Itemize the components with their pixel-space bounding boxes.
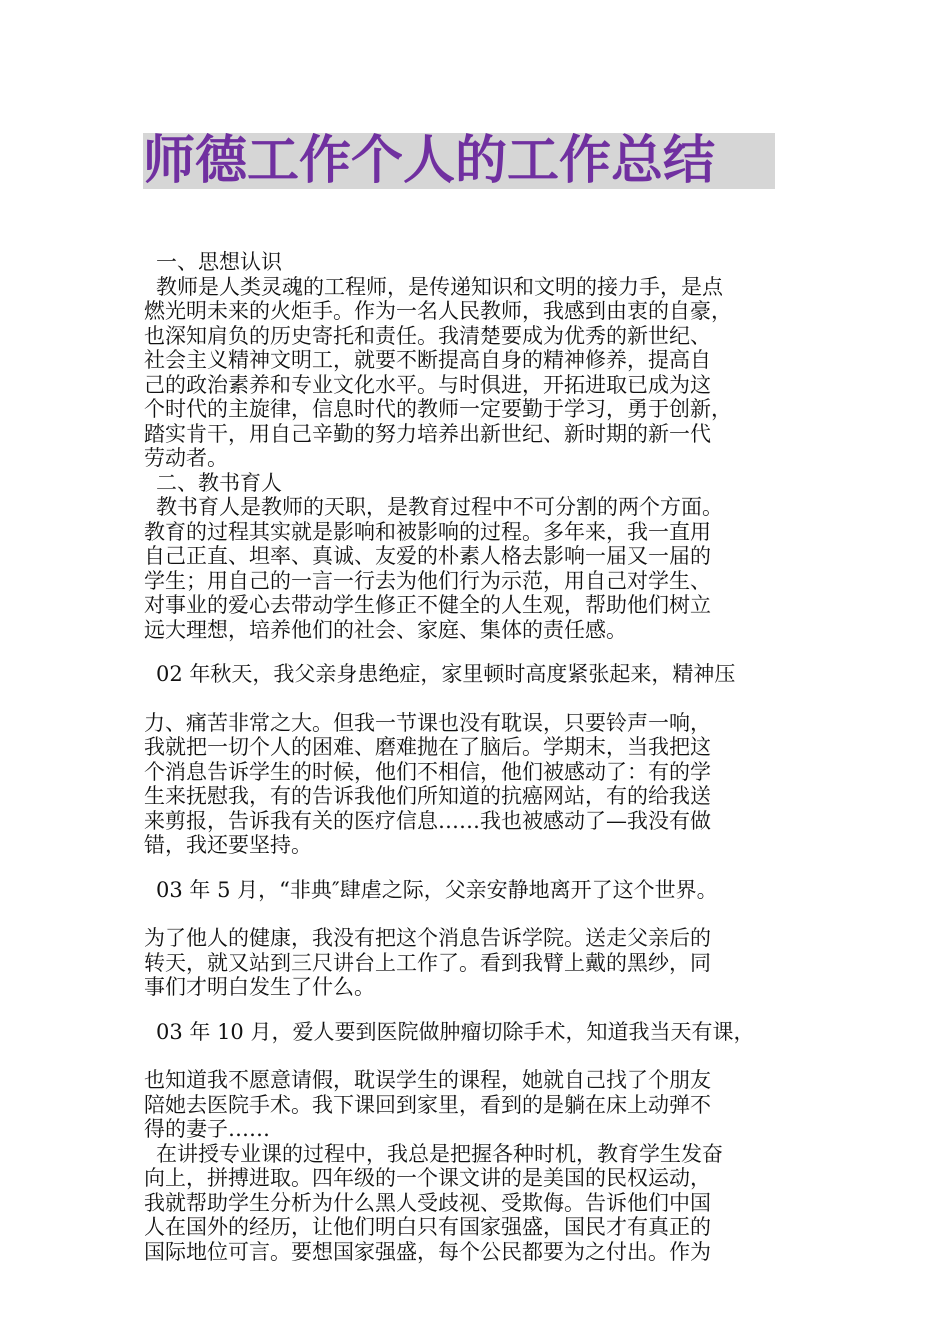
- paragraph-line: 02 年秋天，我父亲身患绝症，家里顿时高度紧张起来，精神压: [156, 662, 736, 686]
- section-heading: 一、思想认识: [156, 250, 282, 274]
- paragraph-line: 个消息告诉学生的时候，他们不相信，他们被感动了：有的学: [144, 759, 711, 784]
- paragraph-line: 也知道我不愿意请假，耽误学生的课程，她就自己找了个朋友: [144, 1068, 711, 1092]
- document-body: [144, 250, 824, 1264]
- paragraph-line: 来剪报，告诉我有关的医疗信息……我也被感动了—我没有做: [144, 808, 711, 833]
- paragraph-line: 转天，就又站到三尺讲台上工作了。看到我臂上戴的黑纱，同: [144, 950, 711, 975]
- paragraph-line: 也深知肩负的历史寄托和责任。我清楚要成为优秀的新世纪、: [144, 323, 711, 348]
- paragraph-line: 社会主义精神文明工，就要不断提高自身的精神修养，提高自: [144, 348, 711, 372]
- paragraph-line: 教书育人是教师的天职，是教育过程中不可分割的两个方面。: [156, 495, 723, 519]
- paragraph-line: 生来抚慰我，有的告诉我他们所知道的抗癌网站，有的给我送: [144, 784, 711, 808]
- paragraph-line: 得的妻子……: [144, 1117, 270, 1141]
- paragraph-line: 03 年 10 月，爱人要到医院做肿瘤切除手术，知道我当天有课，: [156, 1019, 755, 1044]
- paragraph-line: 错，我还要坚持。: [144, 833, 312, 857]
- paragraph-line: 己的政治素养和专业文化水平。与时俱进，开拓进取已成为这: [144, 372, 711, 397]
- paragraph-line: 燃光明未来的火炬手。作为一名人民教师，我感到由衷的自豪，: [144, 299, 732, 323]
- paragraph-line: 03 年 5 月，“非典″肆虐之际，父亲安静地离开了这个世界。: [156, 877, 718, 902]
- section-heading: 二、教书育人: [156, 470, 282, 495]
- paragraph-line: 力、痛苦非常之大。但我一节课也没有耽误，只要铃声一响，: [144, 710, 711, 735]
- paragraph-line: 我就帮助学生分析为什么黑人受歧视、受欺侮。告诉他们中国: [144, 1190, 711, 1215]
- paragraph-line: 陪她去医院手术。我下课回到家里，看到的是躺在床上动弹不: [144, 1092, 711, 1117]
- paragraph-line: 对事业的爱心去带动学生修正不健全的人生观，帮助他们树立: [144, 593, 711, 617]
- paragraph-line: 人在国外的经历，让他们明白只有国家强盛，国民才有真正的: [144, 1215, 711, 1239]
- paragraph-line: 劳动者。: [144, 446, 228, 470]
- paragraph-line: 向上，拼搏进取。四年级的一个课文讲的是美国的民权运动，: [144, 1166, 711, 1190]
- document-title: 师德工作个人的工作总结: [143, 133, 775, 189]
- paragraph-line: 个时代的主旋律，信息时代的教师一定要勤于学习，勇于创新，: [144, 397, 732, 421]
- paragraph-line: 国际地位可言。要想国家强盛，每个公民都要为之付出。作为: [144, 1239, 711, 1264]
- paragraph-line: 教育的过程其实就是影响和被影响的过程。多年来，我一直用: [144, 519, 711, 544]
- paragraph-line: 自己正直、坦率、真诚、友爱的朴素人格去影响一届又一届的: [144, 544, 711, 568]
- paragraph-line: 远大理想，培养他们的社会、家庭、集体的责任感。: [144, 617, 627, 642]
- paragraph-line: 踏实肯干，用自己辛勤的努力培养出新世纪、新时期的新一代: [144, 421, 711, 446]
- paragraph-line: 教师是人类灵魂的工程师，是传递知识和文明的接力手，是点: [156, 274, 723, 299]
- paragraph-line: 我就把一切个人的困难、磨难抛在了脑后。学期末，当我把这: [144, 735, 711, 759]
- paragraph-line: 学生；用自己的一言一行去为他们行为示范，用自己对学生、: [144, 568, 711, 593]
- paragraph-line: 在讲授专业课的过程中，我总是把握各种时机，教育学生发奋: [156, 1141, 723, 1166]
- paragraph-line: 为了他人的健康，我没有把这个消息告诉学院。送走父亲后的: [144, 926, 711, 950]
- paragraph-line: 事们才明白发生了什么。: [144, 975, 375, 999]
